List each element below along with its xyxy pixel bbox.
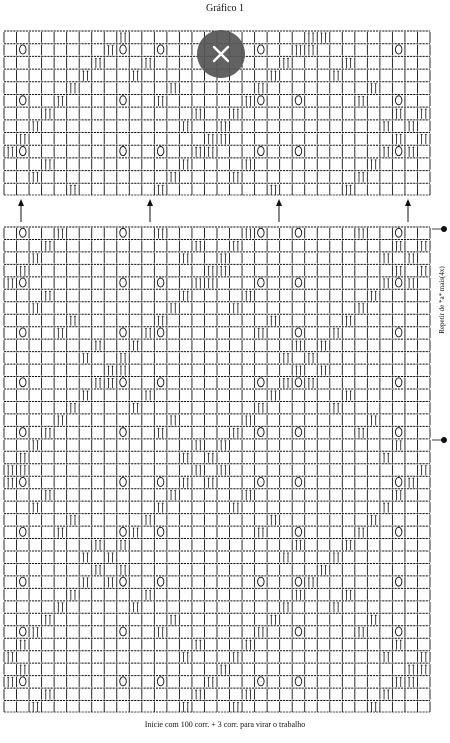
picot-symbol xyxy=(395,428,402,437)
repeat-note-text: Repetir de *a* mais(4x) xyxy=(438,266,446,334)
close-icon xyxy=(210,43,232,65)
arrow-head xyxy=(276,199,282,206)
picot-symbol xyxy=(295,378,302,387)
picot-symbol xyxy=(20,428,27,437)
picot-symbol xyxy=(120,45,127,54)
picot-symbol xyxy=(120,477,127,486)
picot-symbol xyxy=(120,428,127,437)
picot-symbol xyxy=(395,627,402,636)
picot-symbol xyxy=(295,677,302,686)
picot-symbol xyxy=(395,278,402,287)
picot-symbol xyxy=(395,477,402,486)
picot-symbol xyxy=(157,477,164,486)
close-button[interactable] xyxy=(197,30,245,78)
picot-symbol xyxy=(157,378,164,387)
picot-symbol xyxy=(395,96,402,105)
picot-symbol xyxy=(157,328,164,337)
picot-symbol xyxy=(20,527,27,536)
picot-symbol xyxy=(258,45,265,54)
picot-symbol xyxy=(258,378,265,387)
picot-symbol xyxy=(20,378,27,387)
picot-symbol xyxy=(157,45,164,54)
picot-symbol xyxy=(157,577,164,586)
picot-symbol xyxy=(395,378,402,387)
chart-footer: Inicie com 100 corr. + 3 corr. para virar o trabalho xyxy=(144,720,306,729)
picot-symbol xyxy=(157,278,164,287)
picot-symbol xyxy=(20,278,27,287)
picot-symbol xyxy=(258,677,265,686)
picot-symbol xyxy=(120,378,127,387)
picot-symbol xyxy=(295,328,302,337)
picot-symbol xyxy=(20,147,27,156)
picot-symbol xyxy=(120,527,127,536)
picot-symbol xyxy=(395,45,402,54)
arrow-head xyxy=(147,199,153,206)
picot-symbol xyxy=(120,228,127,237)
picot-symbol xyxy=(120,577,127,586)
picot-symbol xyxy=(157,527,164,536)
picot-symbol xyxy=(295,228,302,237)
picot-symbol xyxy=(395,147,402,156)
picot-symbol xyxy=(258,428,265,437)
picot-symbol xyxy=(295,428,302,437)
picot-symbol xyxy=(395,527,402,536)
picot-symbol xyxy=(120,278,127,287)
picot-symbol xyxy=(20,677,27,686)
picot-symbol xyxy=(295,477,302,486)
picot-symbol xyxy=(258,278,265,287)
picot-symbol xyxy=(395,228,402,237)
picot-symbol xyxy=(395,328,402,337)
picot-symbol xyxy=(20,477,27,486)
picot-symbol xyxy=(258,228,265,237)
repeat-end-marker xyxy=(441,437,447,443)
picot-symbol xyxy=(120,96,127,105)
picot-symbol xyxy=(20,328,27,337)
picot-symbol xyxy=(258,96,265,105)
picot-symbol xyxy=(120,147,127,156)
picot-symbol xyxy=(157,677,164,686)
picot-symbol xyxy=(20,228,27,237)
picot-symbol xyxy=(20,577,27,586)
chart-title: Gráfico 1 xyxy=(205,3,245,14)
picot-symbol xyxy=(20,627,27,636)
arrow-head xyxy=(405,199,411,206)
picot-symbol xyxy=(120,677,127,686)
arrow-head xyxy=(18,199,24,206)
picot-symbol xyxy=(395,577,402,586)
picot-symbol xyxy=(295,96,302,105)
picot-symbol xyxy=(295,577,302,586)
repeat-start-marker xyxy=(441,226,447,232)
picot-symbol xyxy=(120,328,127,337)
picot-symbol xyxy=(20,45,27,54)
picot-symbol xyxy=(157,147,164,156)
chart-section-main xyxy=(4,227,430,712)
picot-symbol xyxy=(258,147,265,156)
picot-symbol xyxy=(120,627,127,636)
picot-symbol xyxy=(20,96,27,105)
picot-symbol xyxy=(295,147,302,156)
picot-symbol xyxy=(295,527,302,536)
picot-symbol xyxy=(295,627,302,636)
picot-symbol xyxy=(295,278,302,287)
picot-symbol xyxy=(258,577,265,586)
picot-symbol xyxy=(258,477,265,486)
